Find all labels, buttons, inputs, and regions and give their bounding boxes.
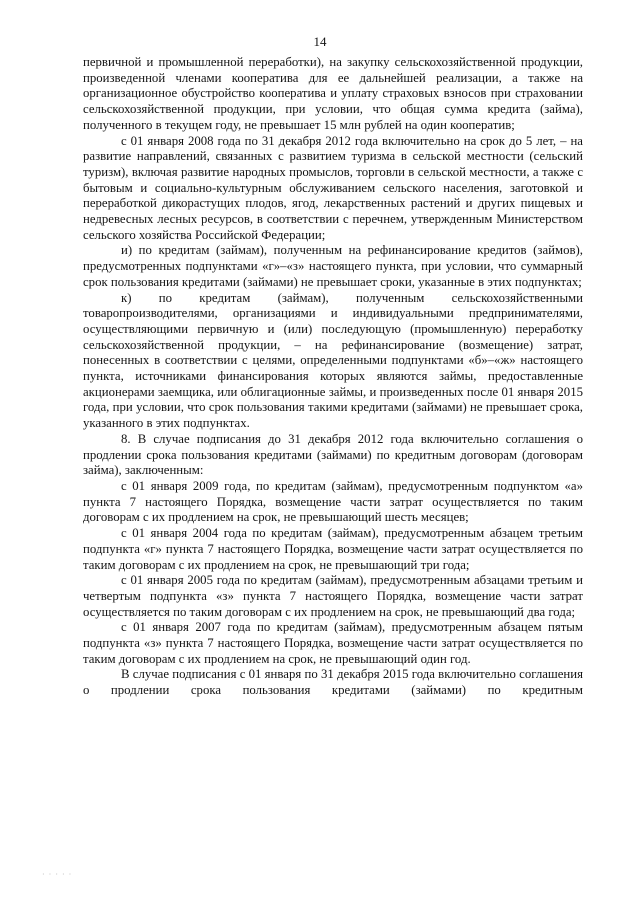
scan-mark: · · · · · xyxy=(42,870,73,879)
paragraph-section-8: 8. В случае подписания до 31 декабря 2012 года включительно соглашения о продлении срока пользования кредитами (займами) по кредитным договорам (договорам займа), заключенным: xyxy=(83,431,583,478)
paragraph-2015: В случае подписания с 01 января по 31 декабря 2015 года включительно соглашения о продлении срока пользования кредитами (займами) по кредитным xyxy=(83,667,583,698)
paragraph-subitem-i: и) по кредитам (займам), полученным на рефинансирование кредитов (займов), предусмотренных подпунктами «г»–«з» настоящего пункта, при условии, что суммарный срок пользования кредитами (займами) не превышает сроки, указанные в этих подпунктах; xyxy=(83,243,583,289)
paragraph-from-2007: с 01 января 2007 года по кредитам (займам), предусмотренным абзацем пятым подпункта «з» пункта 7 настоящего Порядка, возмещение части затрат осуществляется по таким договорам с их продлением на срок, не превышающий один год. xyxy=(83,620,583,666)
paragraph-from-2009: с 01 января 2009 года, по кредитам (займам), предусмотренным подпунктом «а» пункта 7 настоящего Порядка, возмещение части затрат осуществляется по таким договорам с их продлением на срок, не превышающий шесть месяцев; xyxy=(83,478,583,525)
paragraph-from-2004: с 01 января 2004 года по кредитам (займам), предусмотренным абзацем третьим подпункта «г» пункта 7 настоящего Порядка, возмещение части затрат осуществляется по таким договорам с их продлением на срок, не превышающий три года; xyxy=(83,526,583,572)
paragraph-subitem-k: к) по кредитам (займам), полученным сельскохозяйственными товаропроизводителями, организациями и индивидуальными предпринимателями, осуществляющими первичную и (или) последующую (промышленную) переработку сельскохозяйственной продукции, – на рефинансирование (возмещение) затрат, понесенных в соответствии с целями, определенными подпунктами «б»–«ж» настоящего пункта, источниками финансирования которых являются займы, предоставленные акционерами заемщика, или облигационные займы, и произведенных после 01 января 2015 года, при условии, что срок пользования такими кредитами (займами) не превышает срока, указанного в этих подпунктах. xyxy=(83,290,583,431)
paragraph-rural-tourism: с 01 января 2008 года по 31 декабря 2012 года включительно на срок до 5 лет, – на развитие направлений, связанных с развитием туризма в сельской местности (сельский туризм), включая развитие народных промыслов, торговли в сельской местности, а также с бытовым и социально-культурным обслуживанием сельского населения, заготовкой и переработкой дикорастущих плодов, ягод, лекарственных растений и других пищевых и недревесных лесных ресурсов, в соответствии с перечнем, утвержденным Министерством сельского хозяйства Российской Федерации; xyxy=(83,133,583,242)
page-number: 14 xyxy=(313,34,327,49)
document-body xyxy=(83,55,583,699)
paragraph-continuation: первичной и промышленной переработки), на закупку сельскохозяйственной продукции, произведенной членами кооператива для ее дальнейшей реализации, а также на организационное обустройство кооператива и уплату страховых взносов при страховании сельскохозяйственной продукции, при условии, что общая сумма кредита (займа), полученного в текущем году, не превышает 15 млн рублей на один кооператив; xyxy=(83,55,583,132)
paragraph-from-2005: с 01 января 2005 года по кредитам (займам), предусмотренным абзацами третьим и четвертым подпункта «з» пункта 7 настоящего Порядка, возмещение части затрат осуществляется по таким договорам с их продлением на срок, не превышающий два года; xyxy=(83,573,583,619)
